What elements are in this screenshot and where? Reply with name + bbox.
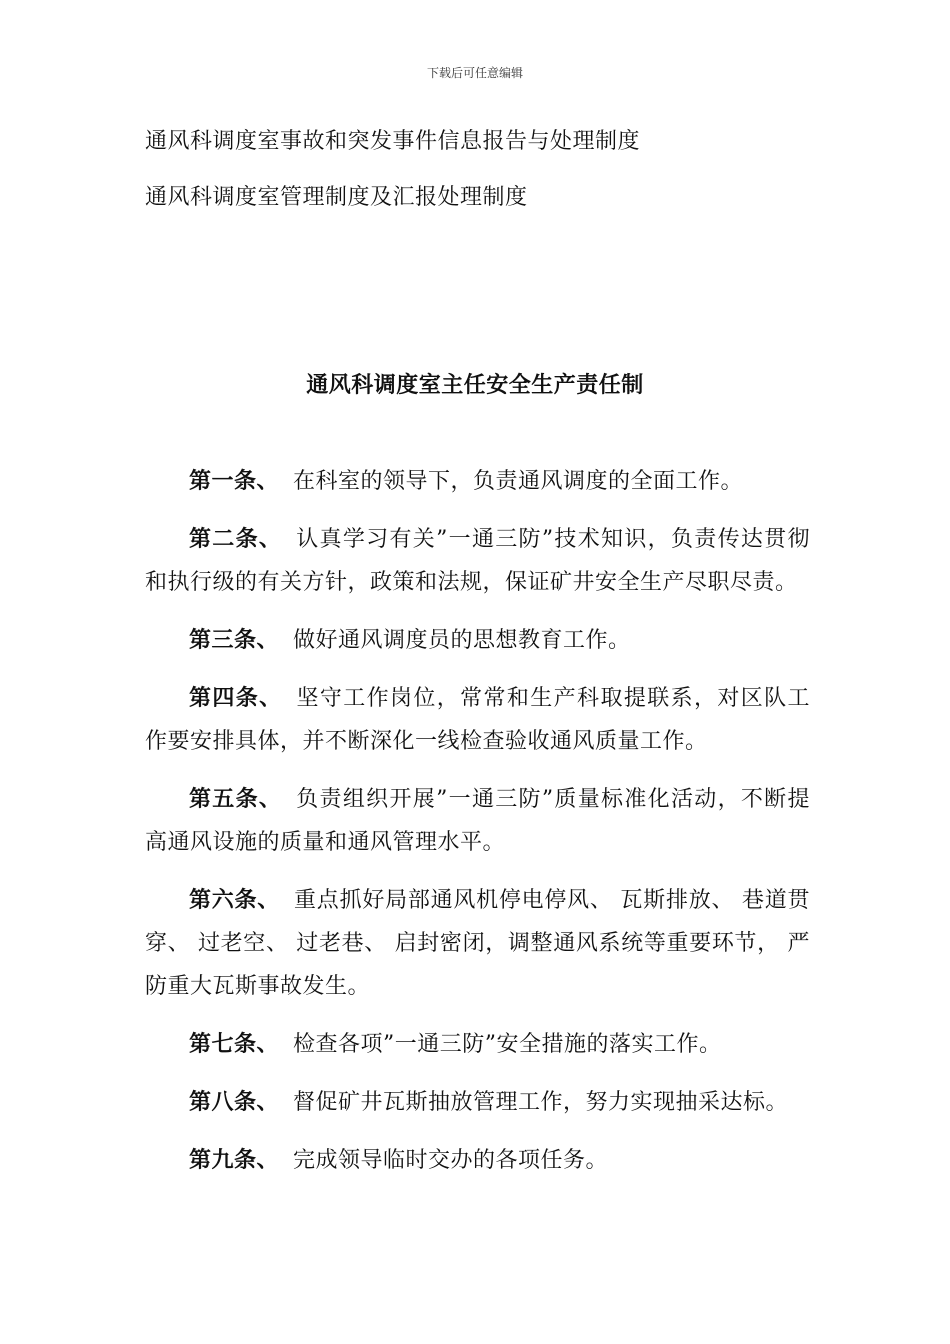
article-number: 第九条、 — [189, 1147, 280, 1173]
article-text: 重点抓好局部通风机停电停风、 瓦斯排放、 巷道贯穿、 过老空、 过老巷、 启封密闭，调整通风系统等重要环节， 严防重大瓦斯事故发生。 — [145, 888, 810, 999]
article-text: 负责组织开展”一通三防”质量标准化活动，不断提高通风设施的质量和通风管理水平。 — [145, 787, 810, 855]
article-number: 第二条、 — [189, 526, 283, 552]
article-number: 第四条、 — [189, 685, 283, 711]
article-number: 第三条、 — [189, 627, 280, 653]
article-text: 督促矿井瓦斯抽放管理工作，努力实现抽采达标。 — [293, 1090, 789, 1115]
article-8 — [145, 1081, 810, 1124]
document-title: 通风科调度室主任安全生产责任制 — [306, 372, 644, 398]
article-5 — [145, 778, 810, 864]
articles-list — [145, 460, 810, 1197]
article-text: 完成领导临时交办的各项任务。 — [293, 1148, 609, 1173]
article-7 — [145, 1023, 810, 1066]
article-number: 第八条、 — [189, 1089, 280, 1115]
article-3 — [145, 619, 810, 662]
article-text: 检查各项”一通三防”安全措施的落实工作。 — [293, 1032, 722, 1057]
article-text: 认真学习有关”一通三防”技术知识，负责传达贯彻和执行级的有关方针，政策和法规，保证矿井安全生产尽职尽责。 — [145, 527, 810, 595]
doc-line-management-system: 通风科调度室管理制度及汇报处理制度 — [145, 185, 528, 210]
article-1 — [145, 460, 810, 503]
article-number: 第六条、 — [189, 887, 281, 913]
article-text: 坚守工作岗位，常常和生产科取提联系，对区队工作要安排具体，并不断深化一线检查验收通风质量工作。 — [145, 686, 810, 754]
article-text: 做好通风调度员的思想教育工作。 — [293, 628, 631, 653]
doc-line-incident-reporting: 通风科调度室事故和突发事件信息报告与处理制度 — [145, 129, 641, 154]
article-9 — [145, 1139, 810, 1182]
article-4 — [145, 677, 810, 763]
article-number: 第七条、 — [189, 1031, 280, 1057]
article-2 — [145, 518, 810, 604]
article-6 — [145, 879, 810, 1008]
article-text: 在科室的领导下，负责通风调度的全面工作。 — [293, 469, 744, 494]
header-note: 下载后可任意编辑 — [426, 66, 523, 80]
article-number: 第五条、 — [189, 786, 283, 812]
article-number: 第一条、 — [189, 468, 280, 494]
